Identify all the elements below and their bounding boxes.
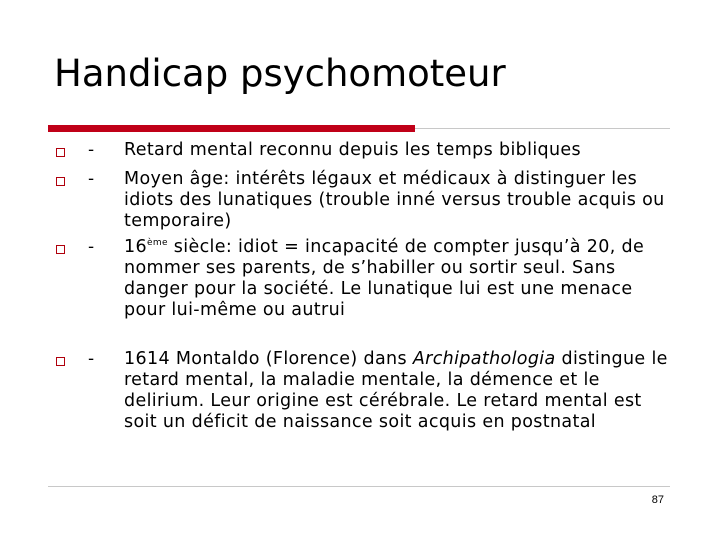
superscript: ème: [146, 238, 168, 248]
bullet-text: Retard mental reconnu depuis les temps bibliques: [124, 140, 582, 160]
bullet-text-prefix: 16: [124, 237, 147, 257]
page-number: 87: [651, 494, 664, 506]
square-bullet-icon: [56, 245, 65, 254]
bullet-text-prefix: 1614 Montaldo (Florence) dans: [124, 349, 413, 369]
square-bullet-icon: [56, 357, 65, 366]
bullet-text: [124, 349, 669, 433]
bullet-dash: -: [88, 169, 95, 189]
square-bullet-icon: [56, 177, 65, 186]
footer-rule: [48, 486, 670, 487]
italic-title: Archipathologia: [412, 349, 556, 369]
title-underline: [48, 125, 670, 132]
slide-title: Handicap psychomoteur: [54, 52, 506, 95]
bullet-dash: -: [88, 237, 95, 257]
bullet-text-rest: distingue le retard mental, la maladie mentale, la démence et le delirium. Leur origine est cérébrale. Le retard mental est soit un déficit de naissance soit acquis en postnatal: [124, 349, 668, 432]
bullet-text: [124, 237, 669, 321]
bullet-text: Moyen âge: intérêts légaux et médicaux à distinguer les idiots des lunatiques (trouble inné versus trouble acquis ou temporaire): [124, 169, 665, 231]
bullet-dash: -: [88, 349, 95, 369]
bullet-dash: -: [88, 140, 95, 160]
title-underline-accent: [48, 125, 415, 132]
square-bullet-icon: [56, 148, 65, 157]
bullet-text-rest: siècle: idiot = incapacité de compter jusqu’à 20, de nommer ses parents, de s’habiller ou sortir seul. Sans danger pour la société. Le lunatique lui est une menace pour lui-même ou autrui: [124, 237, 645, 320]
